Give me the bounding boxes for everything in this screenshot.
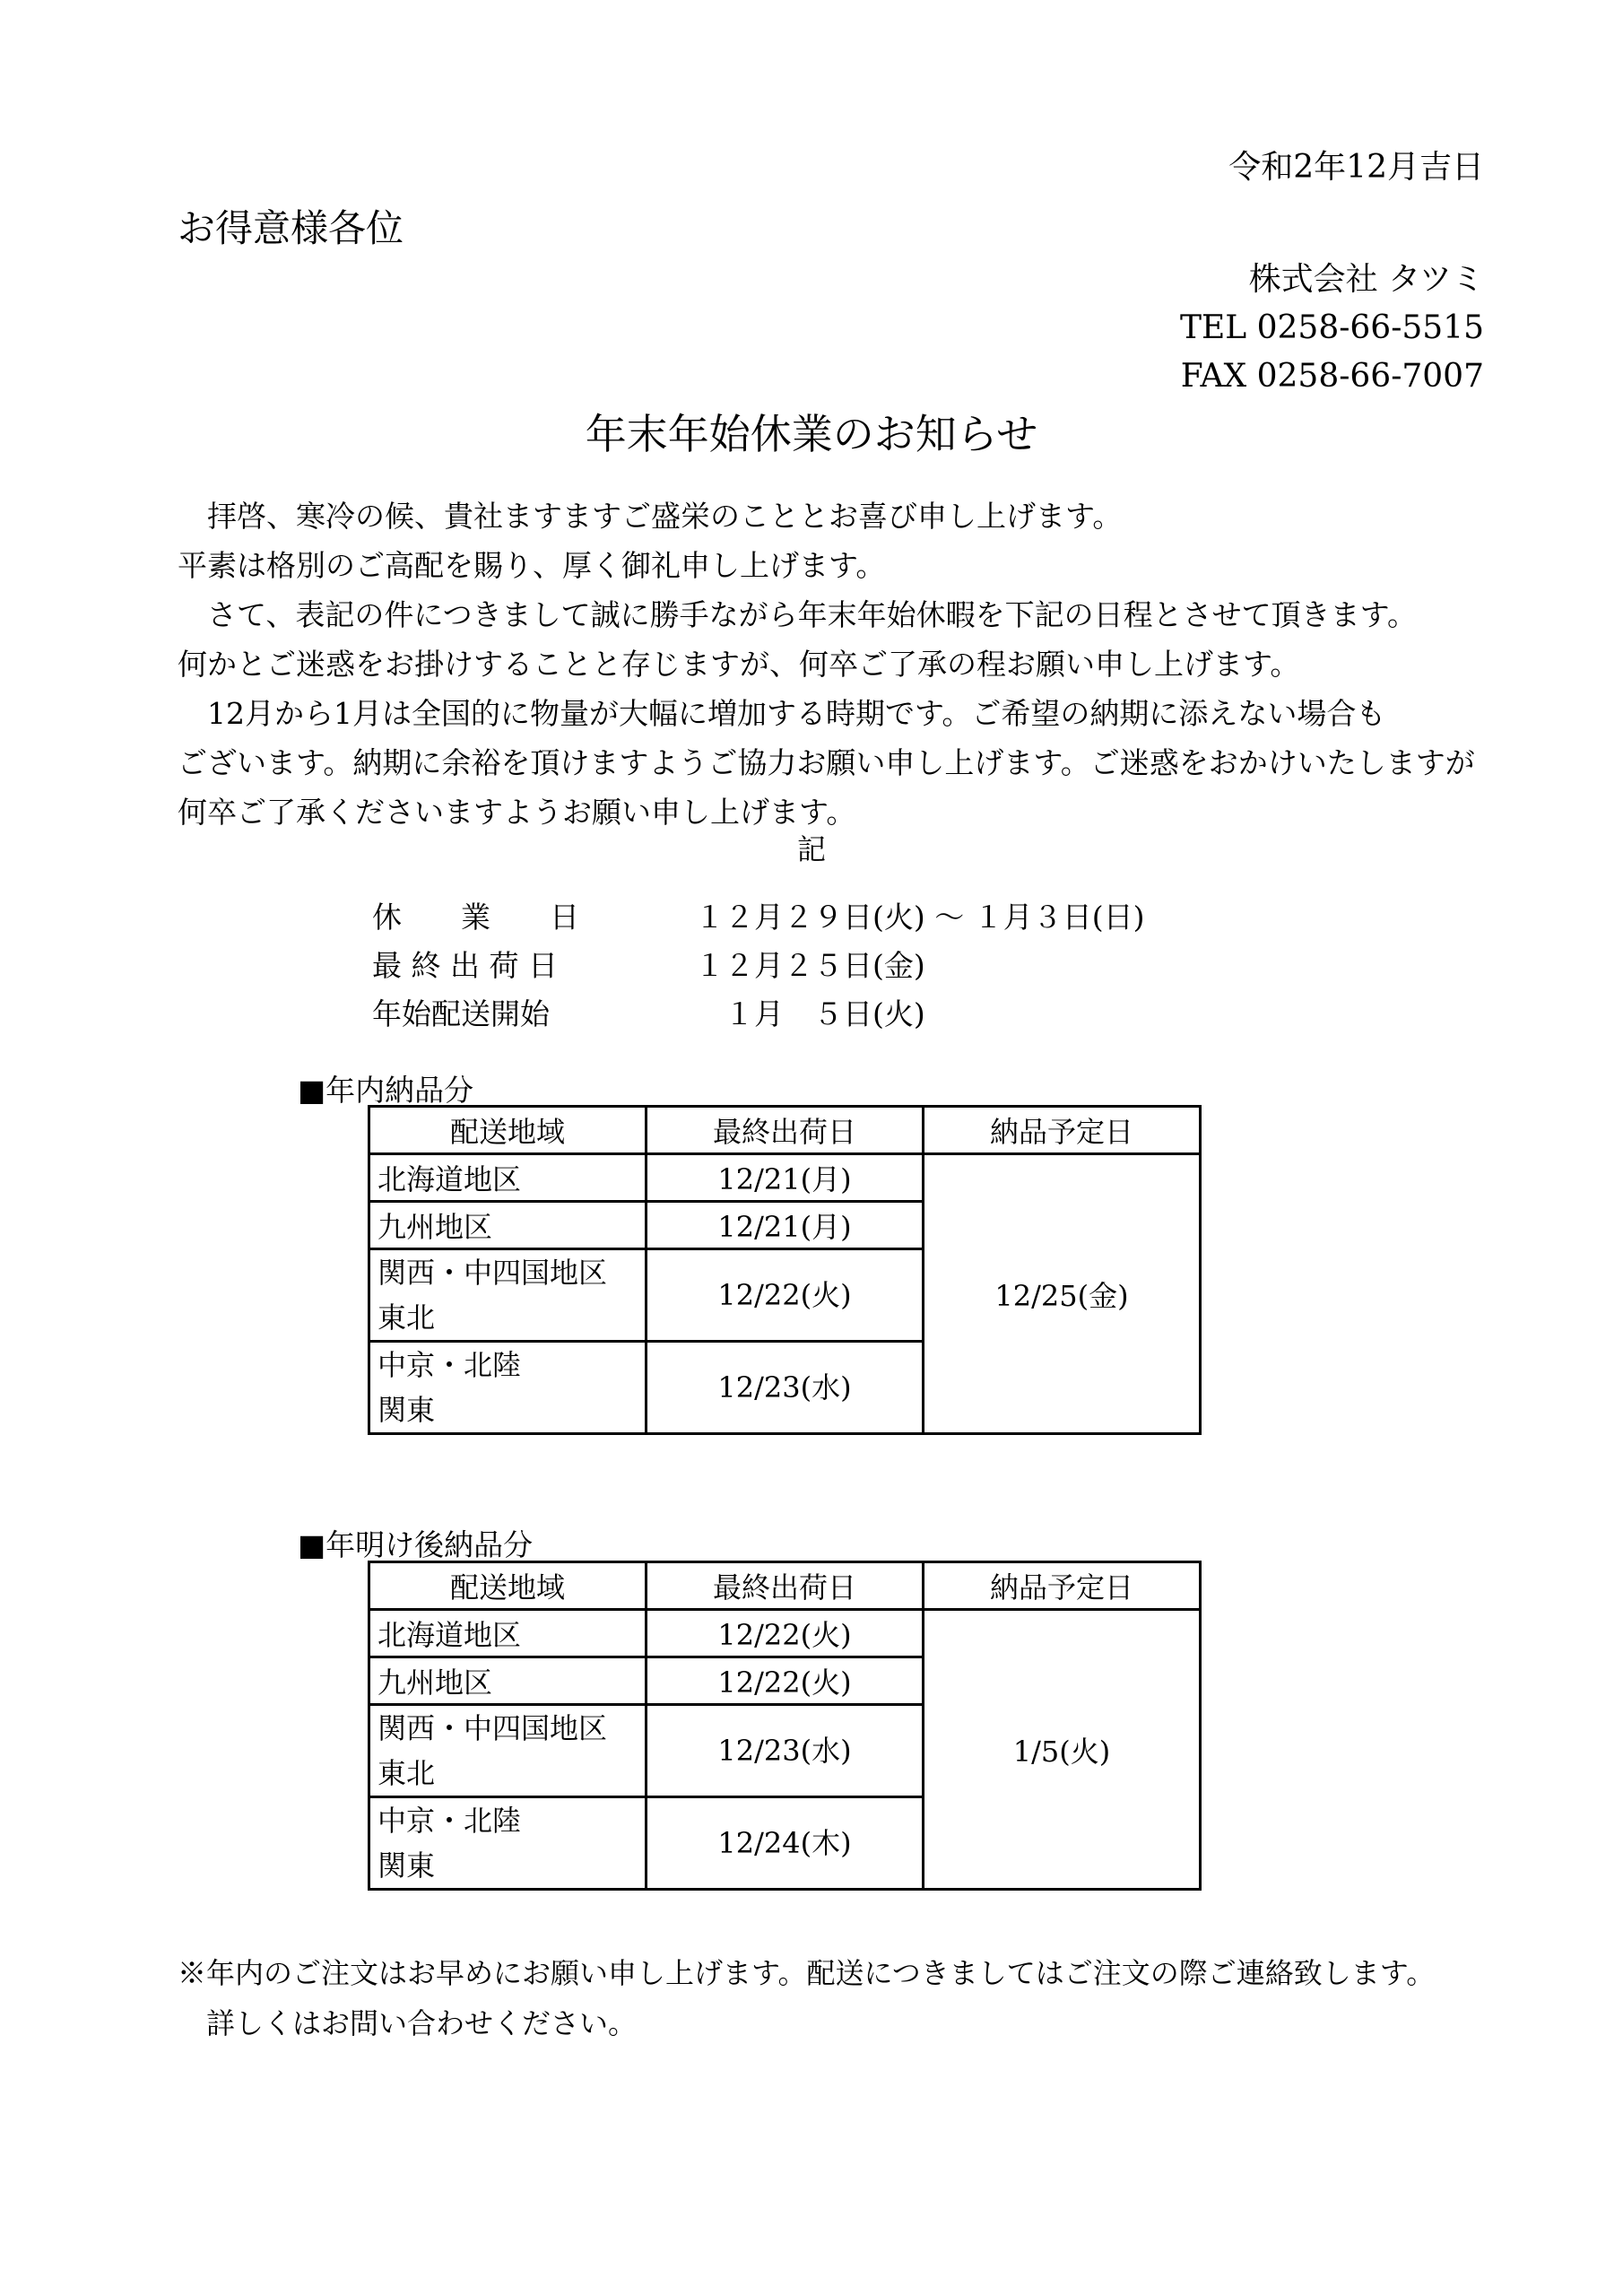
body-line: ございます。納期に余裕を頂けますようご協力お願い申し上げます。ご迷惑をおかけいたしますが (178, 745, 1475, 780)
region-cell (369, 1249, 647, 1342)
region-cell: 九州地区 (369, 1657, 647, 1705)
delivery-table-new-year (368, 1561, 1202, 1891)
body-line: 何かとご迷惑をお掛けすることと存じますが、何卒ご了承の程お願い申し上げます。 (178, 647, 1300, 682)
header-region: 配送地域 (369, 1562, 647, 1610)
table-header-row (369, 1107, 1201, 1154)
delivery-table-year-end (368, 1105, 1202, 1435)
ship-date-cell: 12/21(月) (647, 1154, 924, 1202)
region-line: 中京・北陸 (378, 1348, 522, 1382)
region-line: 関東 (378, 1393, 436, 1427)
region-line: 中京・北陸 (378, 1804, 522, 1838)
region-line: 東北 (378, 1756, 436, 1790)
ship-date-cell: 12/22(火) (647, 1610, 924, 1657)
schedule-label: 年始配送開始 (372, 996, 550, 1031)
region-cell (369, 1342, 647, 1434)
ship-date-cell: 12/22(火) (647, 1657, 924, 1705)
body-line: 12月から1月は全国的に物量が大幅に増加する時期です。ご希望の納期に添えない場合も (178, 696, 1386, 731)
body-line: 平素は格別のご高配を賜り、厚く御礼申し上げます。 (178, 548, 886, 583)
tel-number: TEL 0258-66-5515 (1179, 309, 1484, 346)
schedule-value: １月 ５日(火) (695, 996, 925, 1031)
document-title: 年末年始休業のお知らせ (585, 410, 1038, 458)
section-label-year-end: ■年内納品分 (298, 1073, 474, 1108)
header-region: 配送地域 (369, 1107, 647, 1154)
ship-date-cell: 12/24(木) (647, 1797, 924, 1890)
ship-date-cell: 12/23(水) (647, 1705, 924, 1797)
table-row (369, 1610, 1201, 1657)
fax-number: FAX 0258-66-7007 (1180, 358, 1484, 395)
schedule-row (372, 942, 1144, 990)
ki-heading: 記 (796, 832, 826, 866)
note-line: ※年内のご注文はお早めにお願い申し上げます。配送につきましてはご注文の際ご連絡致します。 (178, 1956, 1436, 1990)
region-line: 関西・中四国地区 (378, 1256, 608, 1290)
delivery-date-cell: 1/5(火) (924, 1610, 1201, 1890)
note-line: 詳しくはお問い合わせください。 (178, 2006, 638, 2040)
sender-block (1180, 256, 1484, 401)
region-cell: 九州地区 (369, 1202, 647, 1249)
header-delivery-date: 納品予定日 (924, 1562, 1201, 1610)
holiday-schedule (372, 893, 1144, 1039)
region-cell: 北海道地区 (369, 1154, 647, 1202)
schedule-label: 最 終 出 荷 日 (372, 948, 558, 983)
closing-note (178, 1948, 1435, 2048)
schedule-value: １２月２９日(火) ～ １月３日(日) (695, 900, 1145, 935)
region-cell: 北海道地区 (369, 1610, 647, 1657)
table-row (369, 1154, 1201, 1202)
body-line: 拝啓、寒冷の候、貴社ますますご盛栄のこととお喜び申し上げます。 (178, 499, 1123, 534)
company-name: 株式会社 タツミ (1248, 261, 1484, 298)
region-cell (369, 1797, 647, 1890)
body-line: さて、表記の件につきまして誠に勝手ながら年末年始休暇を下記の日程とさせて頂きます。 (178, 597, 1418, 632)
body-line: 何卒ご了承くださいますようお願い申し上げます。 (178, 795, 856, 830)
schedule-row (372, 893, 1144, 942)
schedule-row (372, 990, 1144, 1039)
delivery-date-cell: 12/25(金) (924, 1154, 1201, 1434)
ship-date-cell: 12/21(月) (647, 1202, 924, 1249)
header-delivery-date: 納品予定日 (924, 1107, 1201, 1154)
addressee: お得意様各位 (178, 206, 404, 250)
schedule-label: 休 業 日 (372, 900, 579, 935)
region-line: 東北 (378, 1300, 436, 1335)
header-ship-date: 最終出荷日 (647, 1562, 924, 1610)
issue-date: 令和2年12月吉日 (1228, 149, 1484, 186)
region-line: 関西・中四国地区 (378, 1711, 608, 1745)
region-line: 関東 (378, 1848, 436, 1883)
schedule-value: １２月２５日(金) (695, 948, 925, 983)
region-cell (369, 1705, 647, 1797)
table-header-row (369, 1562, 1201, 1610)
section-label-new-year: ■年明け後納品分 (298, 1527, 534, 1562)
body-text (178, 491, 1475, 837)
ship-date-cell: 12/23(水) (647, 1342, 924, 1434)
ship-date-cell: 12/22(火) (647, 1249, 924, 1342)
header-ship-date: 最終出荷日 (647, 1107, 924, 1154)
